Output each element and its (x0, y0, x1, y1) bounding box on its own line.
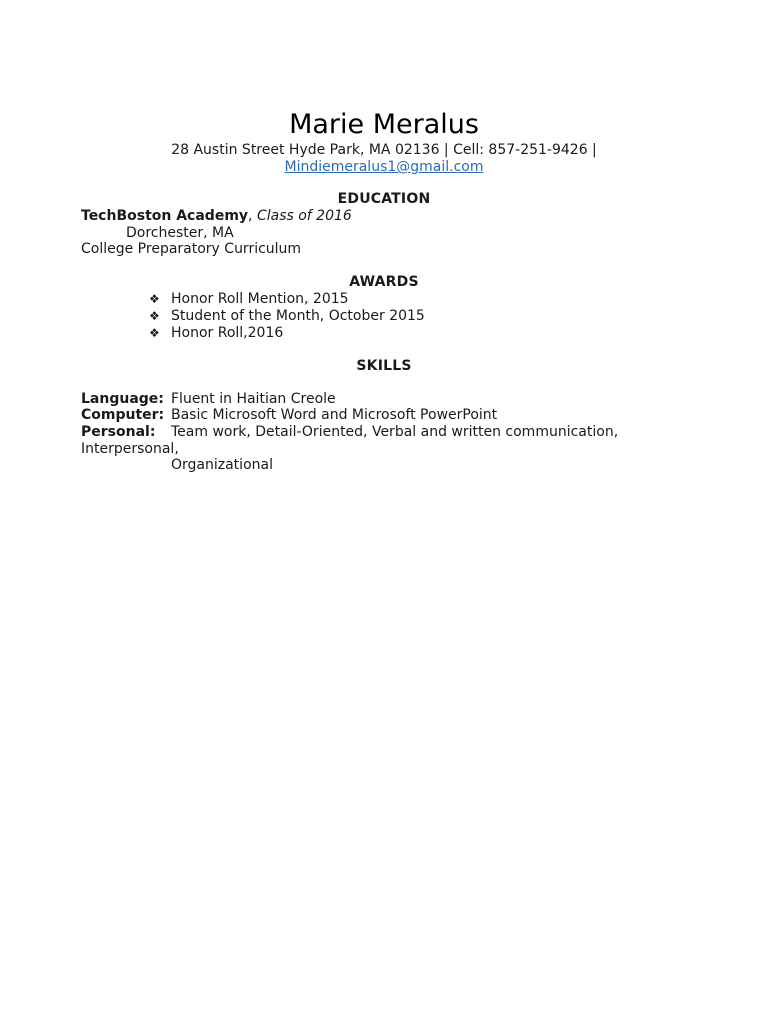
diamond-bullet-icon: ❖ (149, 292, 160, 306)
diamond-bullet-icon: ❖ (149, 309, 160, 323)
skill-row-personal (81, 424, 618, 441)
skill-value: Team work, Detail-Oriented, Verbal and written communication, (171, 424, 619, 440)
award-text: Student of the Month, October 2015 (171, 308, 425, 324)
awards-heading: AWARDS (349, 274, 419, 290)
award-item (149, 308, 425, 325)
skill-personal-last: Organizational (171, 457, 273, 473)
email-line (81, 159, 687, 176)
education-heading: EDUCATION (337, 191, 431, 207)
school-name: TechBoston Academy (81, 208, 249, 224)
class-of: Class of 2016 (256, 208, 352, 224)
school-location: Dorchester, MA (126, 225, 234, 241)
award-item (149, 291, 349, 308)
skill-label: Computer: (81, 407, 165, 423)
school-separator: , (248, 208, 257, 224)
award-item (149, 325, 283, 342)
skill-value: Basic Microsoft Word and Microsoft PowerPoint (171, 407, 498, 423)
award-text: Honor Roll Mention, 2015 (171, 291, 349, 307)
skill-label: Language: (81, 391, 164, 407)
skill-label: Personal: (81, 424, 156, 440)
contact-line: 28 Austin Street Hyde Park, MA 02136 | Cell: 857-251-9426 | (171, 142, 597, 158)
skill-row-language (81, 391, 336, 408)
diamond-bullet-icon: ❖ (149, 326, 160, 340)
resume-name: Marie Meralus (289, 109, 479, 140)
email-link[interactable]: Mindiemeralus1@gmail.com (284, 159, 484, 175)
skill-row-computer (81, 407, 497, 424)
skills-heading: SKILLS (356, 358, 412, 374)
school-line (81, 208, 352, 225)
skill-personal-wrap: Interpersonal, (81, 441, 179, 457)
award-text: Honor Roll,2016 (171, 325, 284, 341)
skill-value: Fluent in Haitian Creole (171, 391, 336, 407)
curriculum: College Preparatory Curriculum (81, 241, 302, 257)
